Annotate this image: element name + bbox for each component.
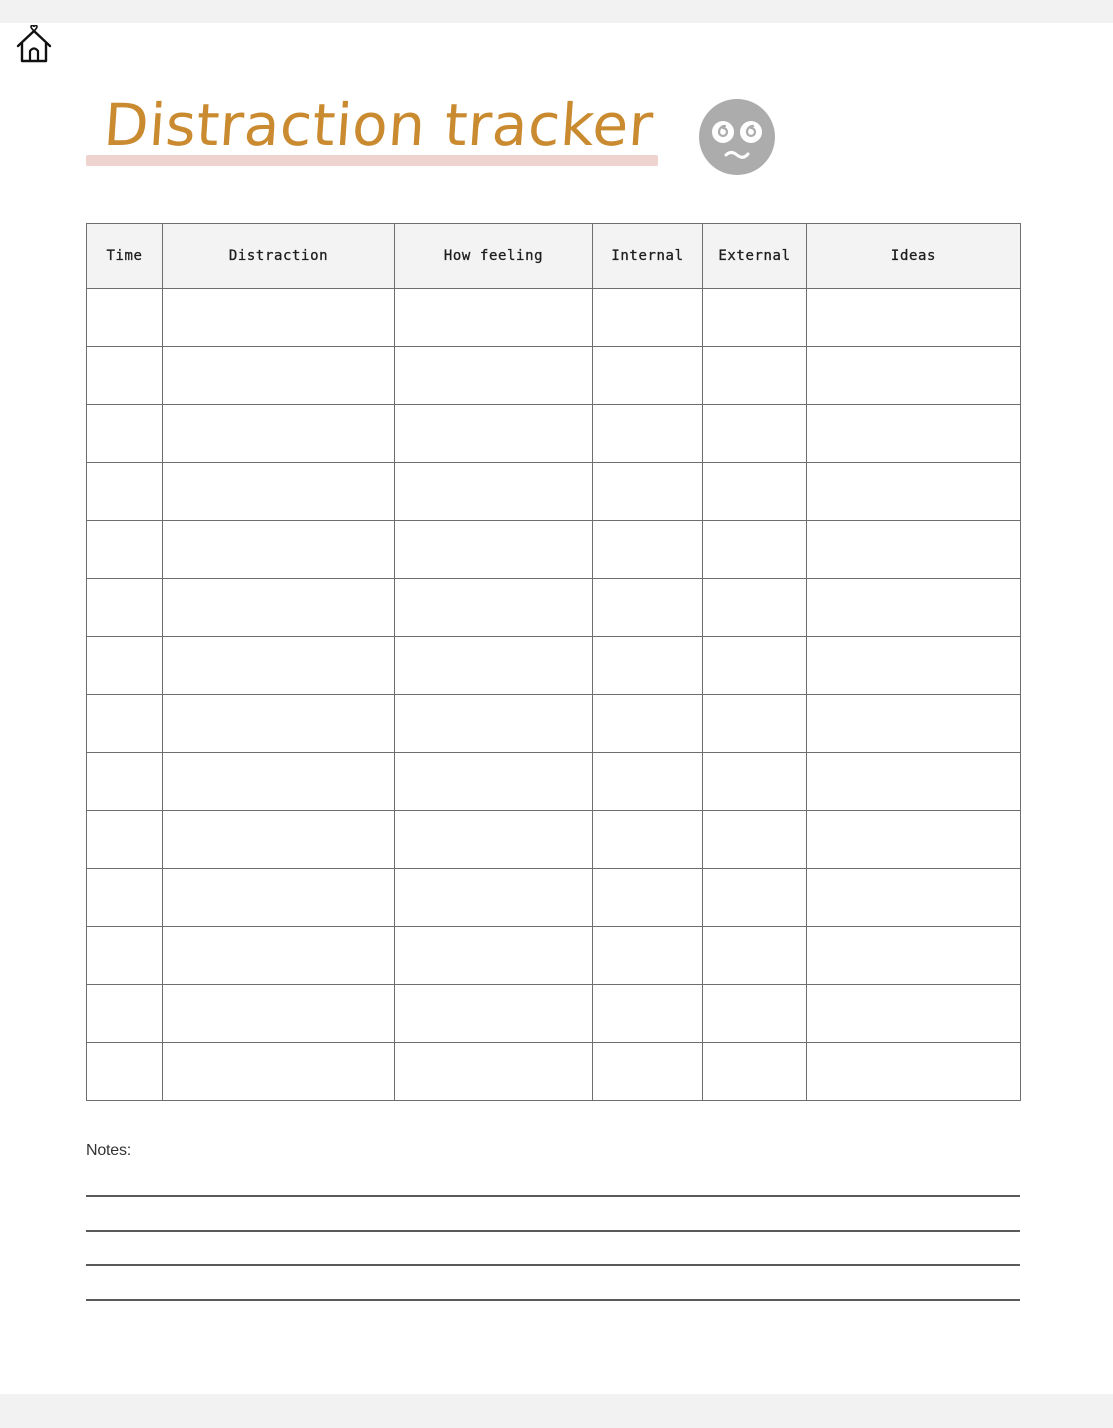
dizzy-face-icon [698,98,776,176]
cell-how-feeling[interactable] [395,463,593,521]
cell-how-feeling[interactable] [395,1043,593,1101]
cell-external[interactable] [703,753,807,811]
cell-how-feeling[interactable] [395,579,593,637]
cell-ideas[interactable] [807,637,1021,695]
cell-distraction[interactable] [163,985,395,1043]
cell-distraction[interactable] [163,521,395,579]
cell-external[interactable] [703,811,807,869]
cell-ideas[interactable] [807,927,1021,985]
note-line[interactable] [86,1299,1020,1301]
cell-external[interactable] [703,985,807,1043]
cell-time[interactable] [87,637,163,695]
cell-ideas[interactable] [807,289,1021,347]
cell-distraction[interactable] [163,463,395,521]
cell-internal[interactable] [593,753,703,811]
distraction-table [86,223,1021,1101]
table-row [87,869,1021,927]
cell-ideas[interactable] [807,405,1021,463]
cell-internal[interactable] [593,1043,703,1101]
cell-how-feeling[interactable] [395,695,593,753]
home-icon[interactable] [14,25,54,65]
cell-ideas[interactable] [807,347,1021,405]
cell-how-feeling[interactable] [395,405,593,463]
header-external: External [703,224,807,289]
cell-ideas[interactable] [807,753,1021,811]
cell-distraction[interactable] [163,753,395,811]
cell-time[interactable] [87,289,163,347]
header-time: Time [87,224,163,289]
cell-how-feeling[interactable] [395,289,593,347]
table-row [87,753,1021,811]
table-row [87,521,1021,579]
cell-distraction[interactable] [163,637,395,695]
cell-time[interactable] [87,811,163,869]
cell-ideas[interactable] [807,869,1021,927]
cell-distraction[interactable] [163,289,395,347]
cell-time[interactable] [87,347,163,405]
cell-external[interactable] [703,463,807,521]
cell-distraction[interactable] [163,869,395,927]
cell-how-feeling[interactable] [395,347,593,405]
cell-time[interactable] [87,1043,163,1101]
cell-distraction[interactable] [163,695,395,753]
table-row [87,289,1021,347]
tracker-page [0,23,1113,1394]
cell-how-feeling[interactable] [395,521,593,579]
cell-external[interactable] [703,347,807,405]
table-row [87,637,1021,695]
cell-internal[interactable] [593,869,703,927]
table-row [87,985,1021,1043]
table-row [87,405,1021,463]
cell-time[interactable] [87,463,163,521]
table-row [87,695,1021,753]
table-row [87,927,1021,985]
cell-internal[interactable] [593,811,703,869]
cell-internal[interactable] [593,927,703,985]
cell-internal[interactable] [593,347,703,405]
cell-external[interactable] [703,927,807,985]
cell-external[interactable] [703,521,807,579]
cell-ideas[interactable] [807,695,1021,753]
cell-internal[interactable] [593,579,703,637]
note-line[interactable] [86,1195,1020,1197]
table-row [87,463,1021,521]
cell-external[interactable] [703,637,807,695]
cell-time[interactable] [87,985,163,1043]
cell-ideas[interactable] [807,463,1021,521]
cell-internal[interactable] [593,521,703,579]
cell-distraction[interactable] [163,405,395,463]
cell-internal[interactable] [593,695,703,753]
cell-external[interactable] [703,869,807,927]
table-row [87,811,1021,869]
cell-distraction[interactable] [163,927,395,985]
cell-external[interactable] [703,579,807,637]
cell-ideas[interactable] [807,811,1021,869]
table-body [87,289,1021,1101]
cell-time[interactable] [87,695,163,753]
header-distraction: Distraction [163,224,395,289]
cell-external[interactable] [703,405,807,463]
note-line[interactable] [86,1264,1020,1266]
notes-label: Notes: [86,1142,132,1159]
page-title: Distraction tracker [101,91,656,159]
cell-distraction[interactable] [163,811,395,869]
cell-external[interactable] [703,1043,807,1101]
cell-internal[interactable] [593,463,703,521]
cell-time[interactable] [87,753,163,811]
cell-time[interactable] [87,521,163,579]
cell-external[interactable] [703,289,807,347]
header-internal: Internal [593,224,703,289]
cell-time[interactable] [87,927,163,985]
table-row [87,1043,1021,1101]
cell-how-feeling[interactable] [395,927,593,985]
cell-internal[interactable] [593,985,703,1043]
cell-how-feeling[interactable] [395,985,593,1043]
cell-how-feeling[interactable] [395,811,593,869]
cell-ideas[interactable] [807,1043,1021,1101]
note-line[interactable] [86,1230,1020,1232]
cell-distraction[interactable] [163,347,395,405]
cell-ideas[interactable] [807,579,1021,637]
header-how-feeling: How feeling [395,224,593,289]
cell-how-feeling[interactable] [395,869,593,927]
table-row [87,579,1021,637]
cell-ideas[interactable] [807,521,1021,579]
cell-internal[interactable] [593,405,703,463]
cell-internal[interactable] [593,289,703,347]
cell-external[interactable] [703,695,807,753]
title-block [86,91,660,171]
cell-ideas[interactable] [807,985,1021,1043]
cell-how-feeling[interactable] [395,637,593,695]
cell-how-feeling[interactable] [395,753,593,811]
cell-distraction[interactable] [163,1043,395,1101]
cell-distraction[interactable] [163,579,395,637]
cell-time[interactable] [87,869,163,927]
table-row [87,347,1021,405]
cell-time[interactable] [87,579,163,637]
header-ideas: Ideas [807,224,1021,289]
cell-time[interactable] [87,405,163,463]
table-header-row [87,224,1021,289]
cell-internal[interactable] [593,637,703,695]
